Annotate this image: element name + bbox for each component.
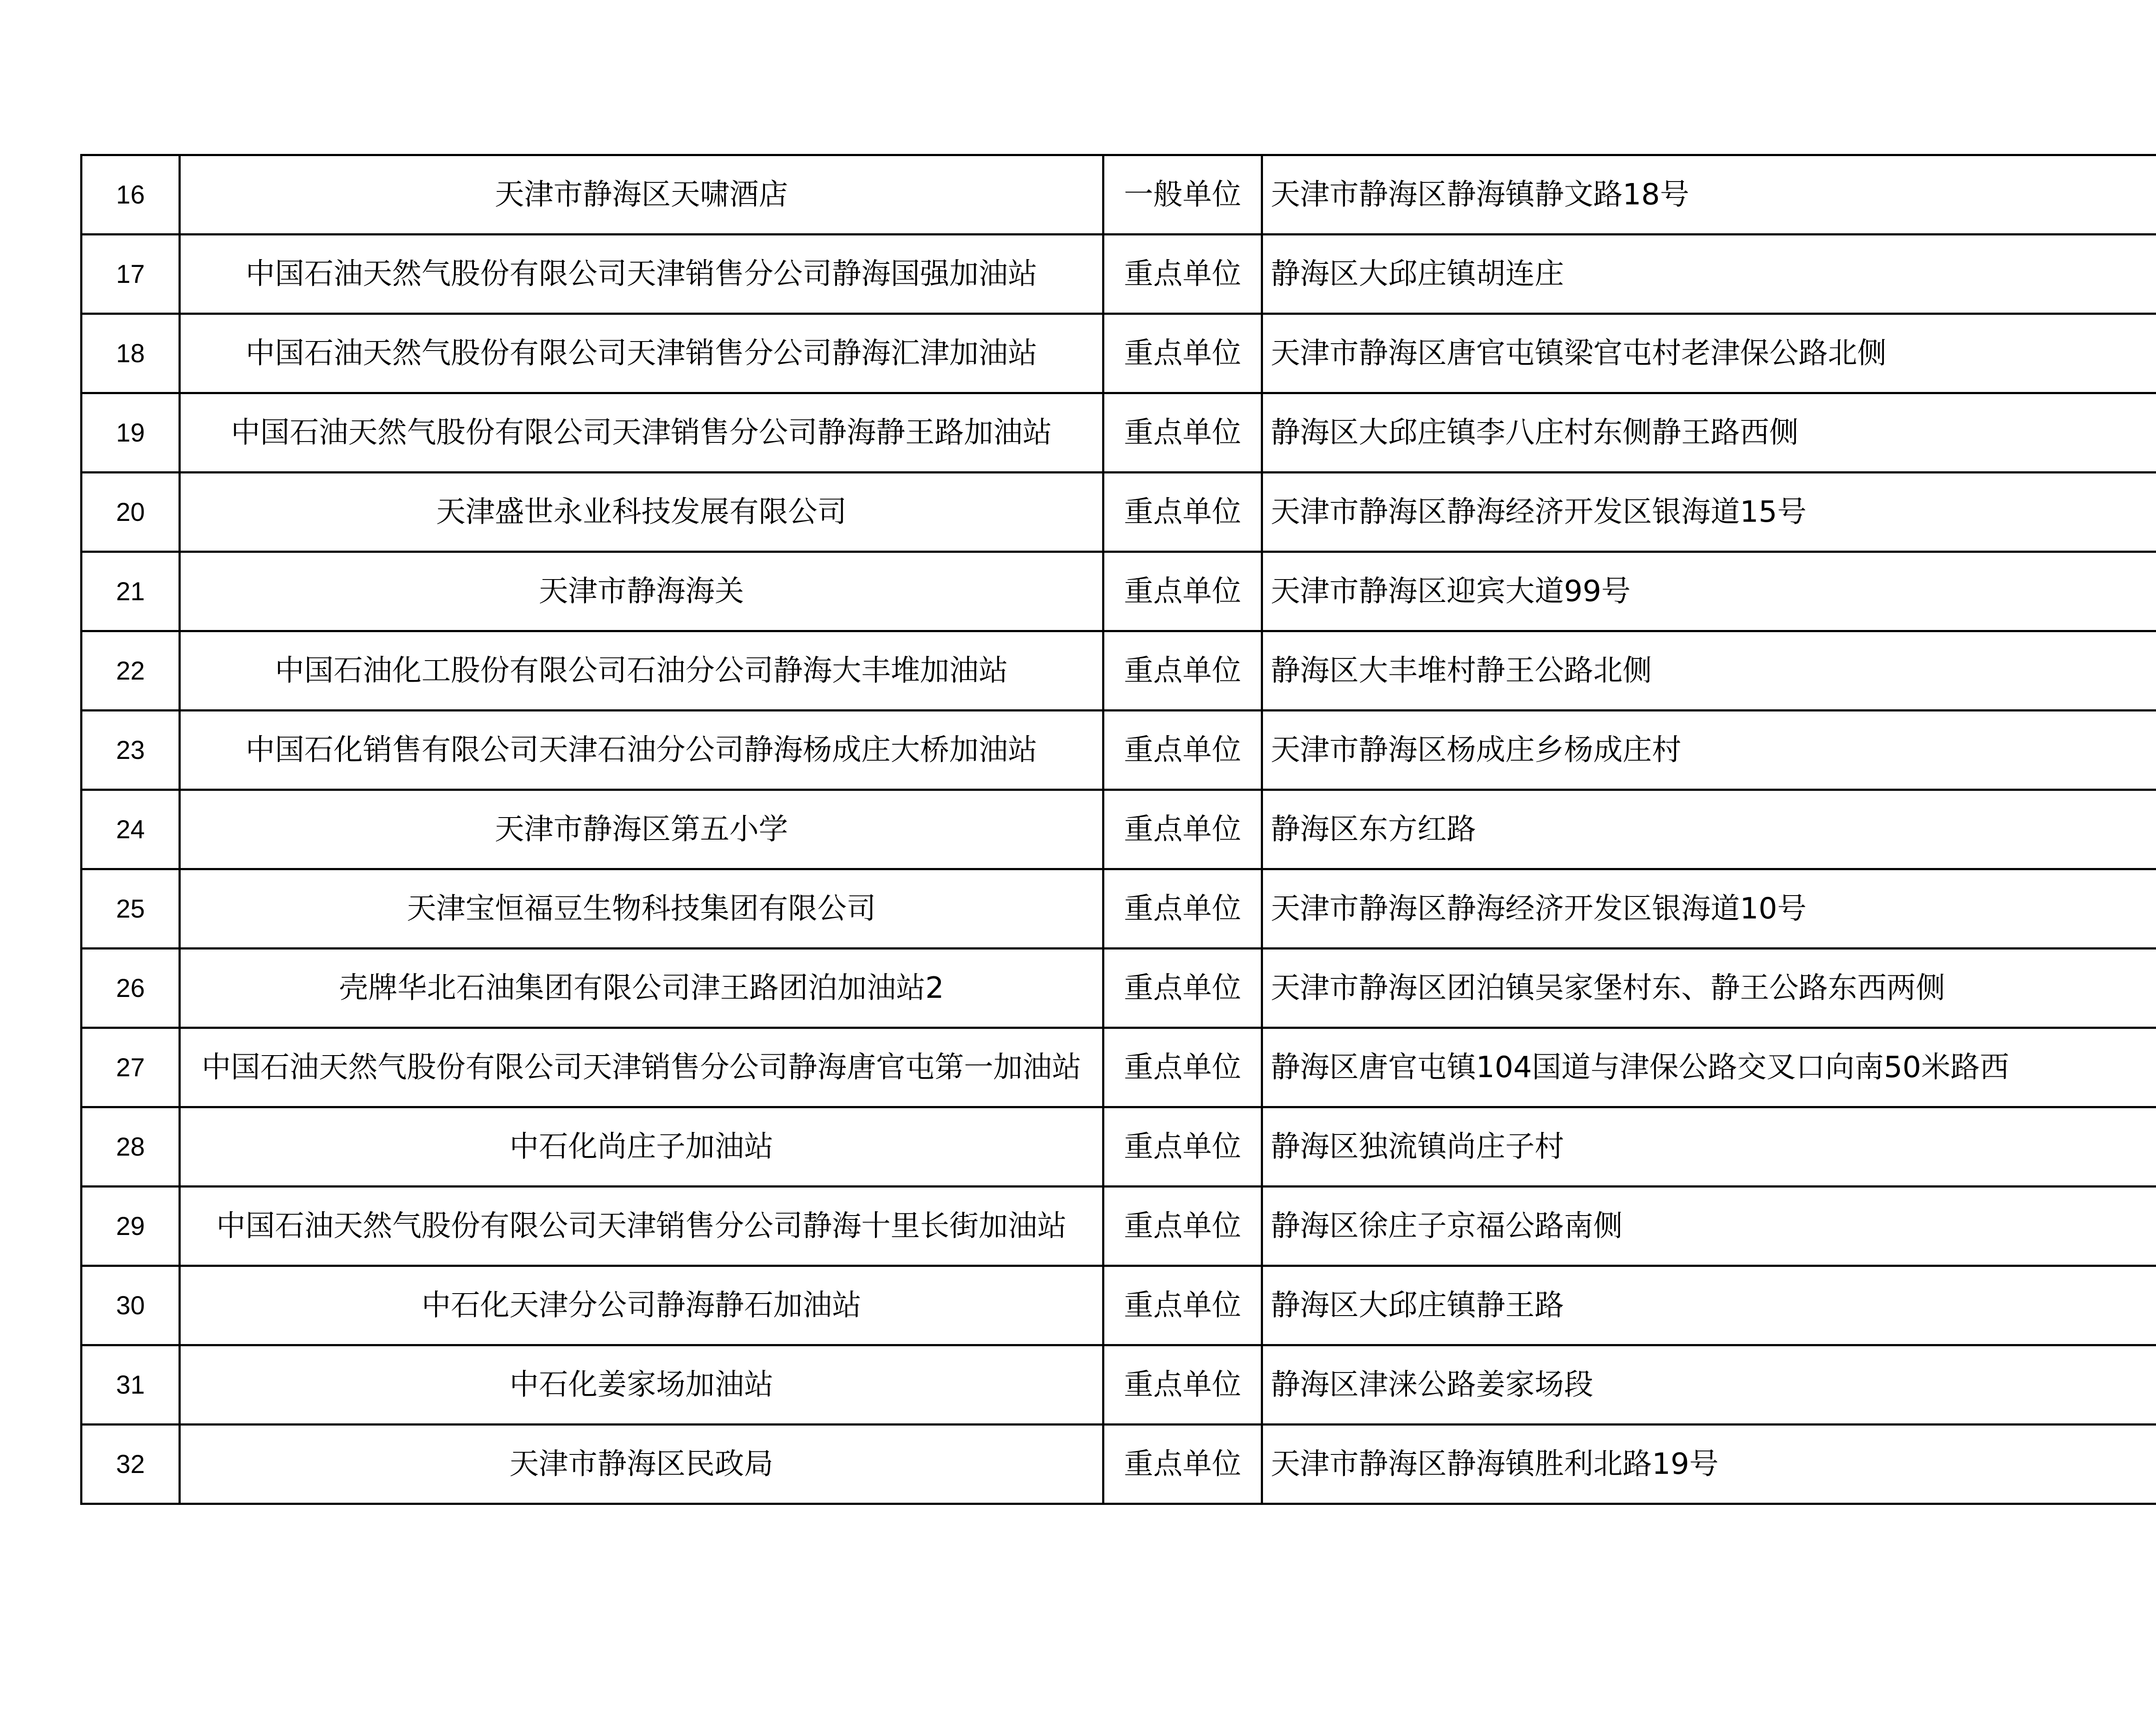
row-number-cell: 21 (81, 552, 180, 631)
row-number-cell: 18 (81, 314, 180, 393)
unit-name-cell: 中石化尚庄子加油站 (180, 1107, 1103, 1187)
row-number-cell: 22 (81, 631, 180, 711)
table-row (81, 393, 2156, 473)
unit-category-cell: 重点单位 (1103, 473, 1262, 552)
table-row (81, 1266, 2156, 1345)
unit-category-cell: 重点单位 (1103, 869, 1262, 949)
unit-category-cell: 重点单位 (1103, 314, 1262, 393)
row-number-cell: 30 (81, 1266, 180, 1345)
table-row (81, 1028, 2156, 1107)
table-row (81, 155, 2156, 235)
table-row (81, 1345, 2156, 1425)
inspection-table (80, 154, 2156, 1505)
address-cell: 静海区徐庄子京福公路南侧 (1262, 1187, 2156, 1266)
unit-name-cell: 中石化姜家场加油站 (180, 1345, 1103, 1425)
unit-name-cell: 天津市静海海关 (180, 552, 1103, 631)
unit-category-cell: 重点单位 (1103, 552, 1262, 631)
table-row (81, 235, 2156, 314)
unit-category-cell: 重点单位 (1103, 393, 1262, 473)
unit-name-cell: 天津市静海区民政局 (180, 1425, 1103, 1504)
row-number-cell: 26 (81, 949, 180, 1028)
unit-category-cell: 重点单位 (1103, 1107, 1262, 1187)
unit-category-cell: 重点单位 (1103, 949, 1262, 1028)
table-row (81, 711, 2156, 790)
table-row (81, 631, 2156, 711)
address-cell: 天津市静海区杨成庄乡杨成庄村 (1262, 711, 2156, 790)
address-cell: 静海区大丰堆村静王公路北侧 (1262, 631, 2156, 711)
address-cell: 静海区东方红路 (1262, 790, 2156, 869)
row-number-cell: 20 (81, 473, 180, 552)
unit-category-cell: 重点单位 (1103, 1266, 1262, 1345)
address-cell: 天津市静海区唐官屯镇梁官屯村老津保公路北侧 (1262, 314, 2156, 393)
row-number-cell: 31 (81, 1345, 180, 1425)
address-cell: 静海区津涞公路姜家场段 (1262, 1345, 2156, 1425)
table-row (81, 949, 2156, 1028)
address-cell: 静海区大邱庄镇静王路 (1262, 1266, 2156, 1345)
address-cell: 天津市静海区静海经济开发区银海道15号 (1262, 473, 2156, 552)
unit-category-cell: 重点单位 (1103, 1345, 1262, 1425)
address-cell: 天津市静海区静海镇静文路18号 (1262, 155, 2156, 235)
row-number-cell: 28 (81, 1107, 180, 1187)
table-row (81, 473, 2156, 552)
unit-name-cell: 中石化天津分公司静海静石加油站 (180, 1266, 1103, 1345)
unit-category-cell: 重点单位 (1103, 235, 1262, 314)
unit-category-cell: 重点单位 (1103, 1187, 1262, 1266)
address-cell: 天津市静海区静海经济开发区银海道10号 (1262, 869, 2156, 949)
unit-name-cell: 中国石化销售有限公司天津石油分公司静海杨成庄大桥加油站 (180, 711, 1103, 790)
row-number-cell: 23 (81, 711, 180, 790)
row-number-cell: 19 (81, 393, 180, 473)
table-row (81, 314, 2156, 393)
table-row (81, 1425, 2156, 1504)
row-number-cell: 27 (81, 1028, 180, 1107)
unit-name-cell: 中国石油天然气股份有限公司天津销售分公司静海十里长街加油站 (180, 1187, 1103, 1266)
address-cell: 静海区唐官屯镇104国道与津保公路交叉口向南50米路西 (1262, 1028, 2156, 1107)
table-row (81, 1107, 2156, 1187)
row-number-cell: 32 (81, 1425, 180, 1504)
address-cell: 天津市静海区迎宾大道99号 (1262, 552, 2156, 631)
unit-category-cell: 重点单位 (1103, 711, 1262, 790)
table-row (81, 790, 2156, 869)
unit-name-cell: 壳牌华北石油集团有限公司津王路团泊加油站2 (180, 949, 1103, 1028)
row-number-cell: 29 (81, 1187, 180, 1266)
table-row (81, 1187, 2156, 1266)
unit-category-cell: 一般单位 (1103, 155, 1262, 235)
unit-name-cell: 天津盛世永业科技发展有限公司 (180, 473, 1103, 552)
address-cell: 静海区大邱庄镇胡连庄 (1262, 235, 2156, 314)
address-cell: 静海区独流镇尚庄子村 (1262, 1107, 2156, 1187)
unit-category-cell: 重点单位 (1103, 1028, 1262, 1107)
unit-name-cell: 中国石油天然气股份有限公司天津销售分公司静海唐官屯第一加油站 (180, 1028, 1103, 1107)
row-number-cell: 24 (81, 790, 180, 869)
row-number-cell: 17 (81, 235, 180, 314)
address-cell: 天津市静海区静海镇胜利北路19号 (1262, 1425, 2156, 1504)
unit-name-cell: 天津市静海区第五小学 (180, 790, 1103, 869)
unit-category-cell: 重点单位 (1103, 631, 1262, 711)
table-row (81, 869, 2156, 949)
unit-name-cell: 天津宝恒福豆生物科技集团有限公司 (180, 869, 1103, 949)
unit-category-cell: 重点单位 (1103, 1425, 1262, 1504)
unit-name-cell: 中国石油天然气股份有限公司天津销售分公司静海汇津加油站 (180, 314, 1103, 393)
row-number-cell: 16 (81, 155, 180, 235)
inspection-table-body (81, 155, 2156, 1504)
unit-category-cell: 重点单位 (1103, 790, 1262, 869)
unit-name-cell: 中国石油化工股份有限公司石油分公司静海大丰堆加油站 (180, 631, 1103, 711)
unit-name-cell: 天津市静海区天啸酒店 (180, 155, 1103, 235)
address-cell: 静海区大邱庄镇李八庄村东侧静王路西侧 (1262, 393, 2156, 473)
unit-name-cell: 中国石油天然气股份有限公司天津销售分公司静海静王路加油站 (180, 393, 1103, 473)
table-row (81, 552, 2156, 631)
row-number-cell: 25 (81, 869, 180, 949)
address-cell: 天津市静海区团泊镇吴家堡村东、静王公路东西两侧 (1262, 949, 2156, 1028)
unit-name-cell: 中国石油天然气股份有限公司天津销售分公司静海国强加油站 (180, 235, 1103, 314)
